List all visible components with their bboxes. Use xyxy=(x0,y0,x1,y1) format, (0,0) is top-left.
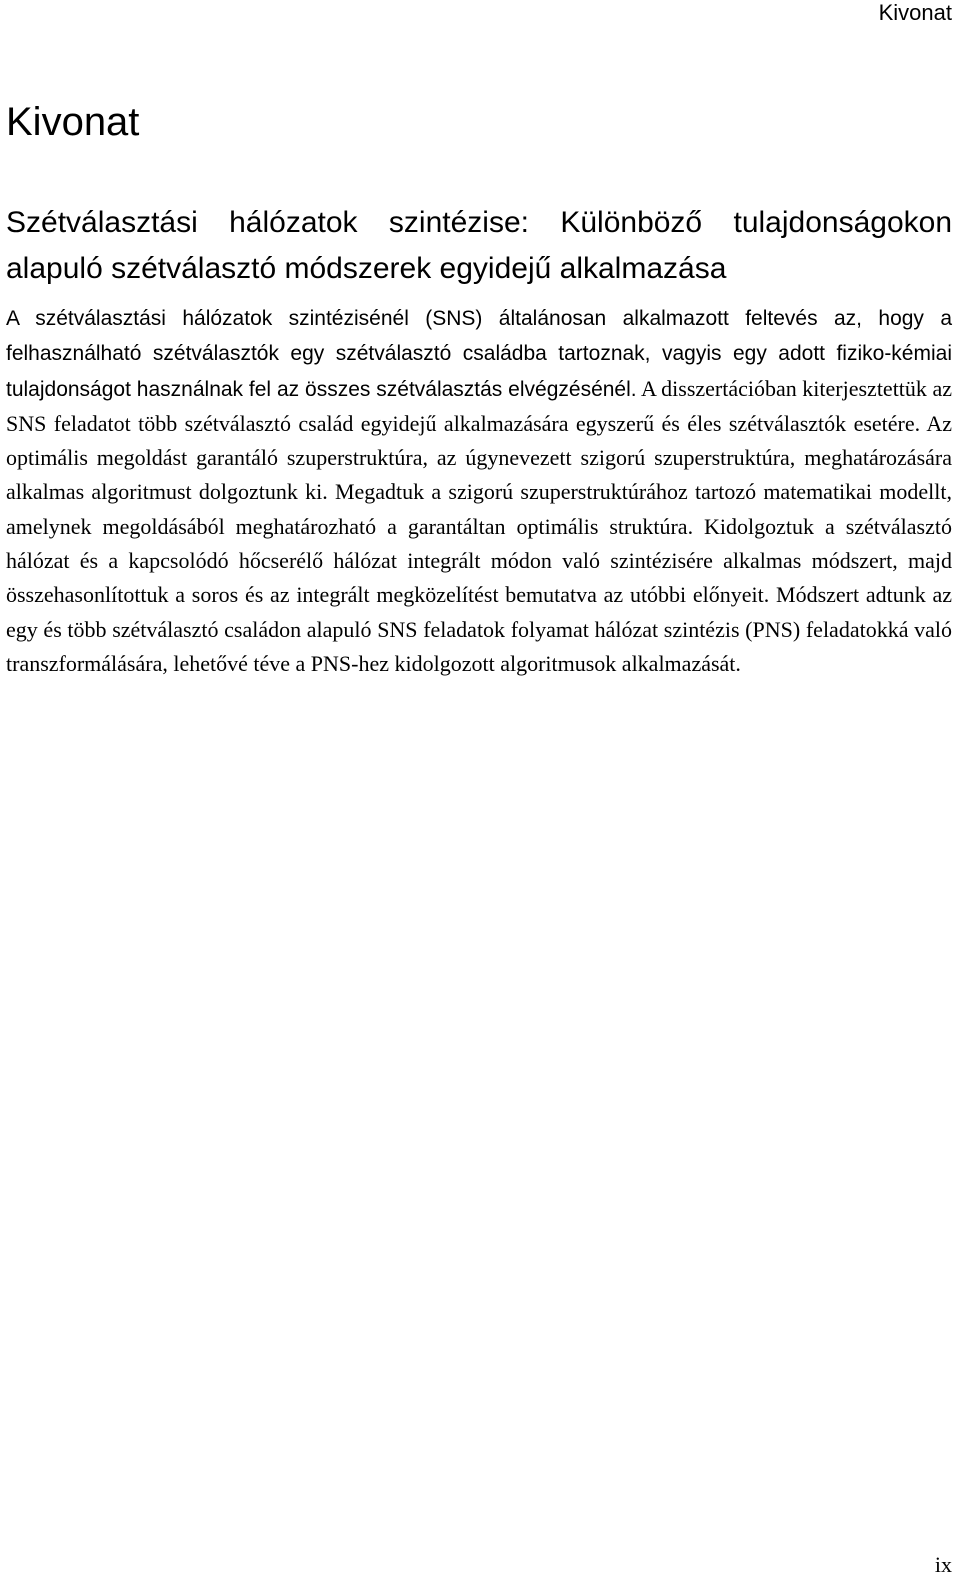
chapter-title: Kivonat xyxy=(6,100,140,144)
dissertation-subtitle: Szétválasztási hálózatok szintézise: Különböző tulajdonságokon alapuló szétválasztó módszerek egyidejű alkalmazása xyxy=(6,206,952,285)
running-header: Kivonat xyxy=(878,0,952,25)
abstract-paragraph xyxy=(6,301,952,681)
abstract-text-part-1: A szétválasztási hálózatok szintézisénél (SNS) általánosan alkalmazott feltevés az, hogy a felhasználható szétválasztók egy szétválasztó családba tartoznak, vagyis egy adott fiziko-kémiai tulajdonságot használnak fel az összes szétválasztás elvégzésénél. xyxy=(6,307,952,401)
abstract-text-part-2: A disszertációban kiterjesztettük az SNS feladatot több szétválasztó család egyidejű alkalmazására egyszerű és éles szétválasztók esetére. Az optimális megoldást garantáló szuperstruktúra, az úgynevezett szigorú szuperstruktúra, meghatározására alkalmas algoritmust dolgoztunk ki. Megadtuk a szigorú szuperstruktúrához tartozó matematikai modellt, amelynek megoldásából meghatározható a garantáltan optimális struktúra. Kidolgoztuk a szétválasztó hálózat és a kapcsolódó hőcserélő hálózat integrált módon való szintézisére alkalmas módszert, majd összehasonlítottuk a soros és az integrált megközelítést bemutatva az utóbbi előnyeit. Módszert adtunk az egy és több szétválasztó családon alapuló SNS feladatok folyamat hálózat szintézis (PNS) feladatokká való transzformálására, lehetővé téve a PNS-hez kidolgozott algoritmusok alkalmazását. xyxy=(6,375,952,676)
page-number: ix xyxy=(934,1552,952,1577)
